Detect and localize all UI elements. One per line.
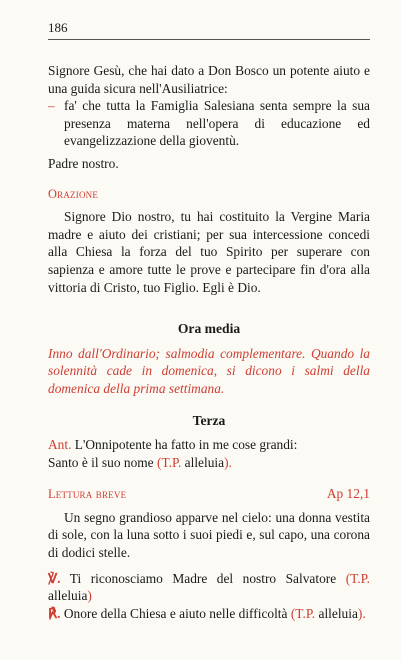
prayer-intention [48, 97, 370, 150]
page-content [48, 62, 370, 622]
orazione-text: Signore Dio nostro, tu hai costituito la Vergine Maria madre e aiuto dei cristiani; per sua intercessione concedi alla Chiesa la forza del tuo Spirito per superare con sapienza e amore tutte le prove e partecipare fin d'ora alla vittoria di Cristo, tuo Figlio. Egli è Dio. [48, 209, 370, 295]
antiphon-label: Ant. [48, 437, 72, 453]
ora-media-rubric: Inno dall'Ordinario; salmodia complementare. Quando la solennità cade in domenica, si dicono i salmi della domenica della prima settimana. [48, 345, 370, 396]
antiphon [48, 436, 370, 471]
response-text: Onore della Chiesa e aiuto nelle difficoltà [63, 605, 288, 621]
versicle [48, 570, 370, 605]
orazione-heading: Orazione [48, 186, 99, 201]
lettura-heading-row [48, 485, 370, 504]
versicle-text: Ti riconosciamo Madre del nostro Salvatore [69, 570, 337, 586]
response-tp-close: ). [357, 605, 366, 621]
versicle-alleluia: alleluia [48, 588, 88, 604]
antiphon-tp-close: ). [224, 454, 232, 470]
antiphon-text-1: L'Onnipotente ha fatto in me cose grandi: [74, 437, 298, 453]
lettura-text: Un segno grandioso apparve nel cielo: una donna vestita di sole, con la luna sotto i suoi piedi e, sul capo, una corona di dodici stelle. [48, 509, 370, 561]
page-header [48, 20, 370, 40]
antiphon-alleluia: alleluia [184, 454, 225, 470]
response [48, 605, 370, 623]
versicle-symbol: ℣. [48, 570, 61, 586]
header-rule [48, 39, 370, 40]
response-tp-open: (T.P. [290, 605, 316, 621]
lettura-reference: Ap 12,1 [326, 486, 370, 502]
versicle-tp-open: (T.P. [345, 570, 370, 586]
terza-title: Terza [192, 412, 226, 428]
lettura-heading: Lettura breve [48, 487, 127, 502]
prayer-intro: Signore Gesù, che hai dato a Don Bosco un potente aiuto e una guida sicura nell'Ausiliatrice: [48, 63, 370, 96]
response-symbol: ℟. [48, 605, 61, 621]
response-alleluia: alleluia [318, 605, 358, 621]
dash-marker: – [48, 98, 55, 114]
versicle-tp-close: ) [87, 588, 92, 604]
prayer-intention-text: fa' che tutta la Famiglia Salesiana senta sempre la sua presenza materna nell'opera di educazione ed evangelizzazione della gioventù. [64, 98, 370, 149]
antiphon-text-2: Santo è il suo nome [48, 454, 154, 470]
page-number: 186 [48, 20, 68, 35]
padre-nostro: Padre nostro. [48, 155, 119, 171]
ora-media-title: Ora media [177, 321, 241, 337]
antiphon-tp-open: (T.P. [157, 454, 182, 470]
